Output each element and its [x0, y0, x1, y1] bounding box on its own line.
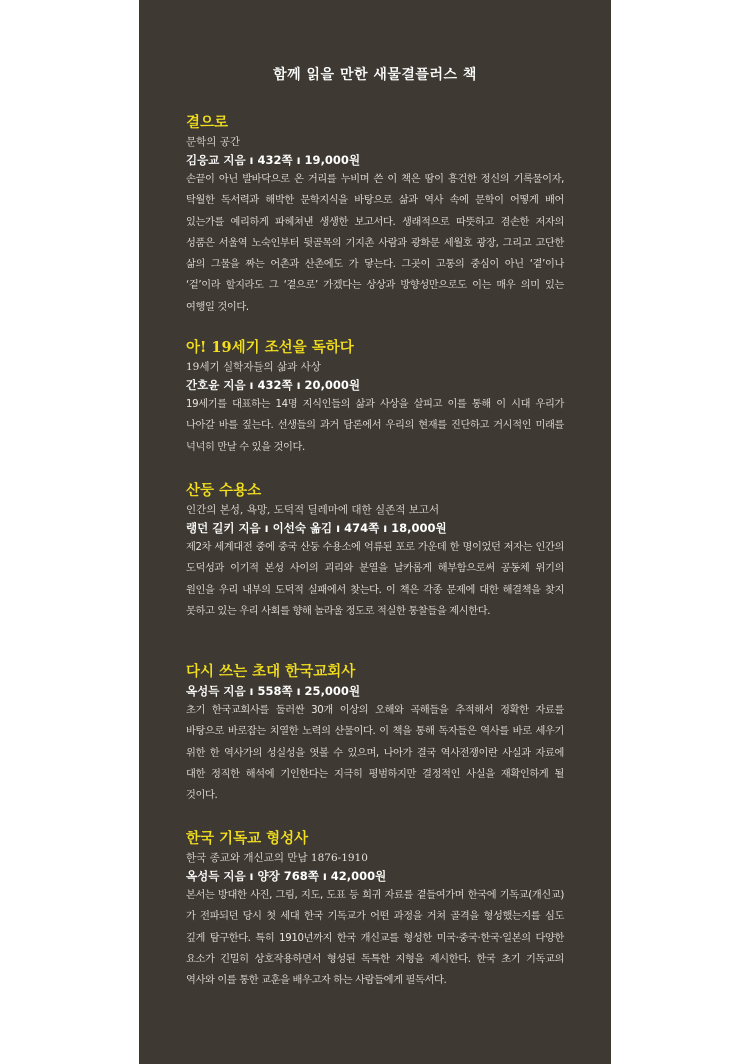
book-subtitle: 문학의 공간 [186, 136, 241, 148]
book-description: 손끝이 아닌 발바닥으로 온 거리를 누비며 쓴 이 책은 땀이 흥건한 정신의 기록물이자, 탁월한 독서력과 해박한 문학지식을 바탕으로 삶과 역사 속에 문학이 어떻게 배어 있는가를 예리하게 파헤쳐낸 생생한 보고서다. 생래적으로 따뜻하고 겸손한 저자의 성품은 서울역 노숙인부터 뒷골목의 기지촌 사람과 광화문 세월호 광장, 그리고 고단한 삶의 그물을 짜는 어촌과 산촌에도 가 닿는다. 그곳이 고통의 중심이 아닌 ‘곁’이나 ‘겉’이라 할지라도 그 ‘곁으로’ 가겠다는 상상과 방향성만으로도 이는 매우 의미 있는 여행일 것이다. [186, 174, 564, 313]
book-title: 산둥 수용소 [186, 482, 262, 499]
book-meta: 간호윤 지음 ı 432쪽 ı 20,000원 [186, 378, 361, 392]
book-meta: 옥성득 지음 ı 558쪽 ı 25,000원 [186, 684, 361, 698]
page-title: 함께 읽을 만한 새물결플러스 책 [273, 67, 477, 83]
book-description: 19세기를 대표하는 14명 지식인들의 삶과 사상을 살피고 이를 통해 이 시대 우리가 나아갈 바를 짚는다. 선생들의 과거 담론에서 우리의 현재를 진단하고 거시적인 미래를 넉넉히 만날 수 있을 것이다. [186, 399, 564, 453]
book-description: 제2차 세계대전 중에 중국 산둥 수용소에 억류된 포로 가운데 한 명이었던 저자는 인간의 도덕성과 이기적 본성 사이의 괴리와 분열을 날카롭게 해부함으로써 공동체 위기의 원인을 우리 내부의 도덕적 실패에서 찾는다. 이 책은 각종 문제에 대한 해결책을 찾지 못하고 있는 우리 사회를 향해 놀라울 정도로 적실한 통찰들을 제시한다. [186, 542, 564, 617]
book-title: 다시 쓰는 초대 한국교회사 [186, 663, 356, 680]
book-title: 아! 19세기 조선을 독하다 [186, 339, 354, 356]
book-subtitle: 인간의 본성, 욕망, 도덕적 딜레마에 대한 실존적 보고서 [186, 504, 440, 516]
book-subtitle: 19세기 실학자들의 삶과 사상 [186, 361, 321, 373]
book-title: 한국 기독교 형성사 [186, 830, 309, 847]
book-meta: 김응교 지음 ı 432쪽 ı 19,000원 [186, 153, 361, 167]
book-meta: 랭던 길키 지음 ı 이선숙 옮김 ı 474쪽 ı 18,000원 [186, 521, 447, 535]
book-entry-2 [186, 338, 564, 458]
book-description: 본서는 방대한 사진, 그림, 지도, 도표 등 희귀 자료를 곁들여가며 한국에 기독교(개신교)가 전파되던 당시 첫 세대 한국 기독교가 어떤 과정을 거쳐 골격을 형성했는지를 심도 깊게 탐구한다. 특히 1910년까지 한국 개신교를 형성한 미국·중국·한국·일본의 다양한 요소가 긴밀히 상호작용하면서 형성된 독특한 지형을 제시한다. 한국 초기 기독교의 역사와 이를 통한 교훈을 배우고자 하는 사람들에게 필독서다. [186, 890, 564, 987]
book-entry-4 [186, 662, 564, 806]
book-subtitle: 한국 종교와 개신교의 만남 1876-1910 [186, 852, 368, 864]
book-list-panel [139, 0, 611, 1064]
book-title: 결으로 [186, 114, 229, 131]
book-entry-3 [186, 481, 564, 622]
book-description: 초기 한국교회사를 둘러싼 30개 이상의 오해와 곡해들을 추적해서 정확한 자료를 바탕으로 바로잡는 치열한 노력의 산물이다. 이 책을 통해 독자들은 역사를 바로 세우기 위한 한 역사가의 성실성을 엿볼 수 있으며, 나아가 결국 역사전쟁이란 사실과 자료에 대한 정직한 해석에 기인한다는 지극히 평범하지만 결정적인 사실을 재확인하게 될 것이다. [186, 705, 564, 802]
book-entry-5 [186, 829, 564, 991]
book-meta: 옥성득 지음 ı 양장 768쪽 ı 42,000원 [186, 869, 387, 883]
book-entry-1 [186, 113, 564, 318]
